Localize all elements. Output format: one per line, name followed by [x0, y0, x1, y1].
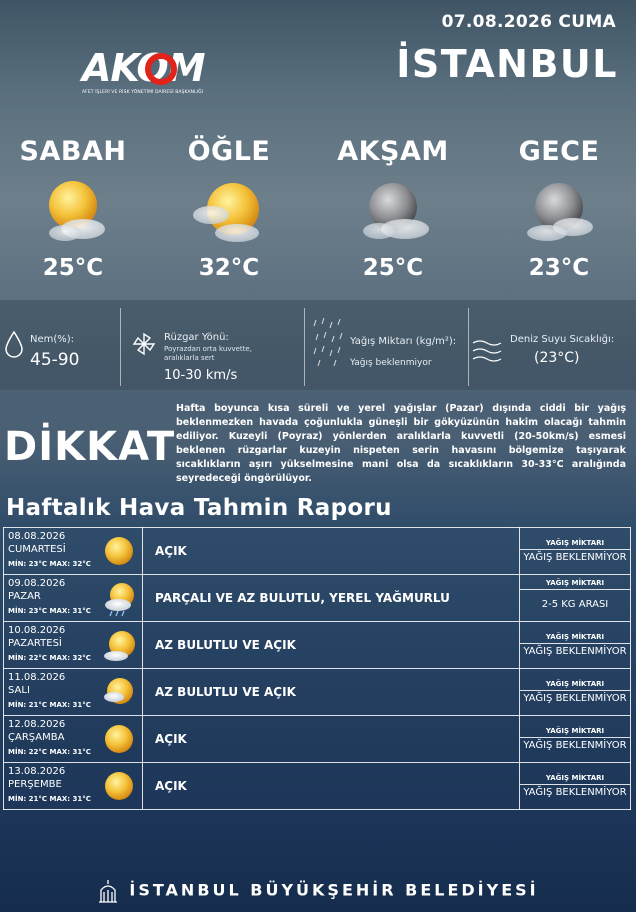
conditions-bar	[0, 300, 636, 390]
rain-label: Yağış Miktarı (kg/m²):	[350, 336, 457, 347]
day-name: SALI	[8, 685, 30, 696]
ibb-emblem-icon	[97, 878, 119, 904]
day-description: AÇIK	[143, 528, 520, 575]
divider	[304, 308, 305, 386]
table-row	[4, 716, 631, 763]
day-name: ÇARŞAMBA	[8, 732, 65, 743]
windmill-icon	[130, 330, 158, 358]
wind-label: Rüzgar Yönü:	[164, 332, 229, 343]
waves-icon	[472, 338, 502, 364]
rain-block	[308, 300, 468, 390]
day-date: 11.08.2026	[8, 672, 66, 683]
rain-amount: YAĞIŞ BEKLENMİYOR	[523, 786, 627, 798]
period-temp: 32°C	[198, 255, 260, 281]
table-row	[4, 575, 631, 622]
sun-cloud-rain-icon	[102, 581, 138, 617]
report-date: 07.08.2026 CUMA	[441, 12, 616, 32]
rain-amount: 2-5 KG ARASI	[541, 598, 609, 610]
day-minmax: MİN: 23°C MAX: 32°C	[8, 560, 91, 568]
sun-icon	[102, 534, 136, 568]
day-cell	[4, 763, 143, 810]
day-minmax: MİN: 22°C MAX: 31°C	[8, 748, 91, 756]
weekly-title: Haftalık Hava Tahmin Raporu	[6, 495, 392, 521]
period-name: ÖĞLE	[187, 136, 271, 167]
divider	[468, 308, 469, 386]
rain-cell	[520, 622, 631, 669]
period-temp: 25°C	[42, 255, 104, 281]
rain-cell	[520, 575, 631, 622]
day-description: AÇIK	[143, 716, 520, 763]
logo-subtitle: AFET İŞLERİ VE RİSK YÖNETİMİ DAİRESİ BAŞKANLIĞI	[82, 90, 204, 95]
rain-value: Yağış beklenmiyor	[350, 358, 432, 368]
day-name: PAZAR	[8, 591, 41, 602]
rain-header: YAĞIŞ MİKTARI	[520, 577, 630, 590]
rain-header: YAĞIŞ MİKTARI	[520, 725, 630, 738]
divider	[120, 308, 121, 386]
day-date: 08.08.2026	[8, 531, 66, 542]
day-date: 09.08.2026	[8, 578, 66, 589]
rain-cell	[520, 716, 631, 763]
rain-cell	[520, 763, 631, 810]
period-temp: 23°C	[528, 255, 590, 281]
day-cell	[4, 716, 143, 763]
table-row	[4, 669, 631, 716]
day-date: 13.08.2026	[8, 766, 66, 777]
sea-temp-label: Deniz Suyu Sıcaklığı:	[510, 334, 615, 345]
city-name: İSTANBUL	[396, 42, 618, 86]
logo-text: AKOM	[82, 46, 205, 90]
rain-amount: YAĞIŞ BEKLENMİYOR	[523, 645, 627, 657]
day-cell	[4, 528, 143, 575]
sun-cloud-icon	[102, 628, 138, 664]
period-noon	[164, 136, 294, 281]
day-minmax: MİN: 23°C MAX: 31°C	[8, 607, 91, 615]
rain-amount: YAĞIŞ BEKLENMİYOR	[523, 739, 627, 751]
table-row	[4, 763, 631, 810]
day-name: PAZARTESİ	[8, 638, 62, 649]
footer-text: İSTANBUL BÜYÜKŞEHİR BELEDİYESİ	[129, 880, 539, 900]
period-temp: 25°C	[362, 255, 424, 281]
period-evening	[328, 136, 458, 281]
day-date: 10.08.2026	[8, 625, 66, 636]
rain-cell	[520, 669, 631, 716]
humidity-block	[2, 300, 120, 390]
day-cell	[4, 575, 143, 622]
logo-ring-icon	[144, 52, 178, 86]
period-name: GECE	[518, 136, 600, 167]
day-minmax: MİN: 22°C MAX: 32°C	[8, 654, 91, 662]
wind-description: Poyrazdan orta kuvvette, aralıklarla sert	[164, 345, 252, 362]
rain-icon	[312, 316, 346, 370]
akom-logo	[82, 48, 212, 98]
sun-cloud-icon	[102, 675, 138, 711]
day-name: PERŞEMBE	[8, 779, 62, 790]
day-description: AÇIK	[143, 763, 520, 810]
table-row	[4, 622, 631, 669]
warning-title: DİKKAT	[4, 424, 176, 470]
sun-cloud-icon	[25, 171, 121, 251]
sun-cloud-icon	[181, 171, 277, 251]
warning-text: Hafta boyunca kısa süreli ve yerel yağışlar (Pazar) dışında ciddi bir yağış beklenmezken havada çoğunlukla güneşli bir gökyüzünün hakim olacağı tahmin ediliyor. Kuzeyli (Poyraz) yönlerden aralıklarla kuvvetli (20-50km/s) esmesi beklenen rüzgarlar kuzeyin nispeten serin havasını bölgemize taşıyarak sıcaklıkların aşırı yükselmesine mani olsa da sıcaklıkların 30-33°C aralığında seyredeceği öngörülüyor.	[176, 403, 626, 484]
moon-cloud-icon	[345, 171, 441, 251]
rain-header: YAĞIŞ MİKTARI	[520, 631, 630, 644]
wind-block	[124, 300, 304, 390]
rain-amount: YAĞIŞ BEKLENMİYOR	[523, 551, 627, 563]
day-description: AZ BULUTLU VE AÇIK	[143, 669, 520, 716]
footer	[0, 878, 636, 904]
period-morning	[8, 136, 138, 281]
day-description: PARÇALI VE AZ BULUTLU, YEREL YAĞMURLU	[143, 575, 520, 622]
day-cell	[4, 669, 143, 716]
day-minmax: MİN: 21°C MAX: 31°C	[8, 795, 91, 803]
moon-cloud-icon	[511, 171, 607, 251]
weekly-table	[3, 527, 631, 810]
humidity-value: 45-90	[30, 350, 80, 370]
day-cell	[4, 622, 143, 669]
rain-amount: YAĞIŞ BEKLENMİYOR	[523, 692, 627, 704]
rain-header: YAĞIŞ MİKTARI	[520, 678, 630, 691]
period-name: AKŞAM	[337, 136, 449, 167]
rain-cell	[520, 528, 631, 575]
sun-icon	[102, 722, 136, 756]
day-minmax: MİN: 21°C MAX: 31°C	[8, 701, 91, 709]
day-date: 12.08.2026	[8, 719, 66, 730]
wind-value: 10-30 km/s	[164, 368, 238, 383]
day-name: CUMARTESİ	[8, 544, 66, 555]
rain-header: YAĞIŞ MİKTARI	[520, 772, 630, 785]
sun-icon	[102, 769, 136, 803]
day-description: AZ BULUTLU VE AÇIK	[143, 622, 520, 669]
sea-temp-block	[472, 300, 634, 390]
rain-header: YAĞIŞ MİKTARI	[520, 537, 630, 550]
sea-temp-value: (23°C)	[534, 350, 580, 366]
table-row	[4, 528, 631, 575]
water-drop-icon	[4, 330, 24, 358]
period-name: SABAH	[19, 136, 127, 167]
humidity-label: Nem(%):	[30, 334, 75, 345]
period-night	[494, 136, 624, 281]
